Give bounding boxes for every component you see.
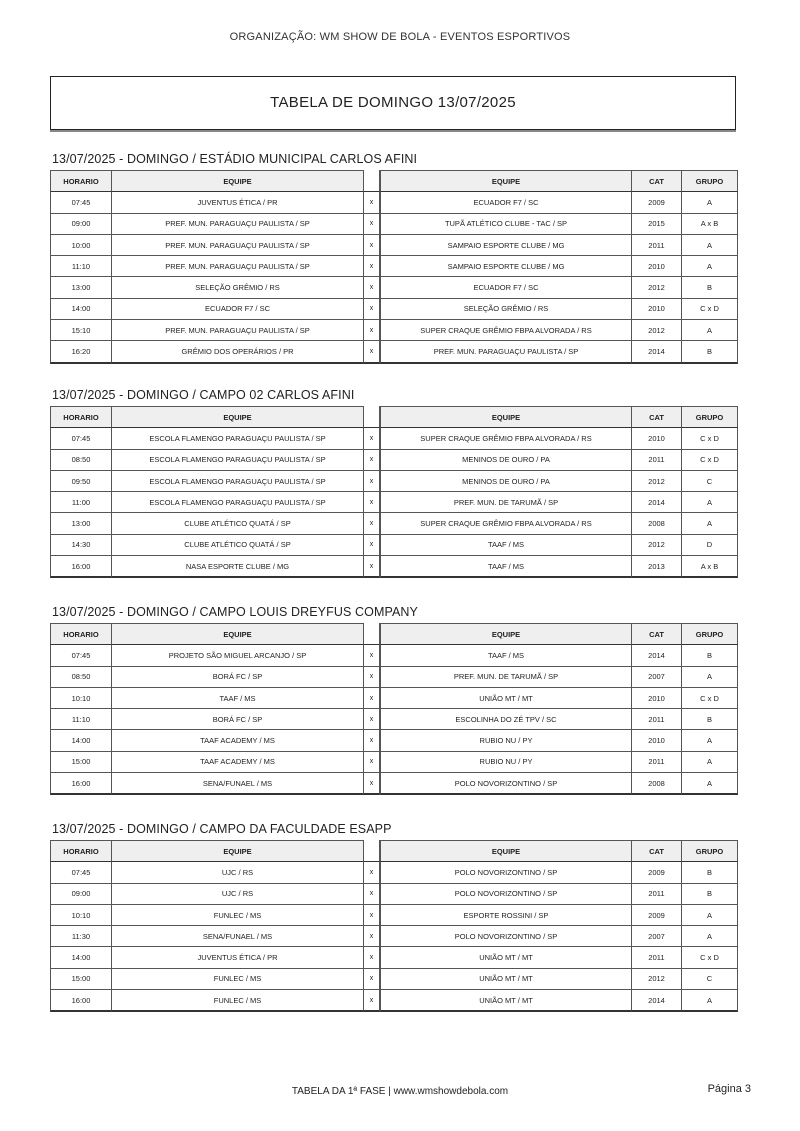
versus-mark: x: [364, 752, 380, 773]
match-time: 16:20: [50, 341, 112, 363]
home-team: NASA ESPORTE CLUBE / MG: [112, 556, 364, 578]
home-team: CLUBE ATLÉTICO QUATÁ / SP: [112, 513, 364, 534]
group: A: [682, 730, 738, 751]
versus-mark: x: [364, 947, 380, 968]
category: 2011: [632, 752, 682, 773]
table-row: [50, 320, 738, 341]
header-team-away: EQUIPE: [380, 623, 632, 645]
home-team: ECUADOR F7 / SC: [112, 299, 364, 320]
home-team: PREF. MUN. PARAGUAÇU PAULISTA / SP: [112, 320, 364, 341]
category: 2008: [632, 773, 682, 795]
match-time: 15:10: [50, 320, 112, 341]
group: A: [682, 256, 738, 277]
match-time: 16:00: [50, 556, 112, 578]
versus-mark: x: [364, 513, 380, 534]
category: 2012: [632, 535, 682, 556]
category: 2007: [632, 667, 682, 688]
versus-mark: x: [364, 709, 380, 730]
category: 2012: [632, 969, 682, 990]
match-time: 11:10: [50, 256, 112, 277]
home-team: PROJETO SÃO MIGUEL ARCANJO / SP: [112, 645, 364, 666]
match-time: 11:30: [50, 926, 112, 947]
category: 2007: [632, 926, 682, 947]
group: A: [682, 320, 738, 341]
page-title: TABELA DE DOMINGO 13/07/2025: [270, 94, 516, 111]
match-time: 09:00: [50, 884, 112, 905]
match-time: 14:00: [50, 299, 112, 320]
table-row: [50, 947, 738, 968]
group: A x B: [682, 556, 738, 578]
table-row: [50, 471, 738, 492]
home-team: UJC / RS: [112, 884, 364, 905]
home-team: ESCOLA FLAMENGO PARAGUAÇU PAULISTA / SP: [112, 428, 364, 449]
versus-mark: x: [364, 535, 380, 556]
away-team: SUPER CRAQUE GRÊMIO FBPA ALVORADA / RS: [380, 428, 632, 449]
table-row: [50, 709, 738, 730]
home-team: TAAF ACADEMY / MS: [112, 752, 364, 773]
table-row: [50, 277, 738, 298]
away-team: TAAF / MS: [380, 535, 632, 556]
header-team-away: EQUIPE: [380, 406, 632, 428]
versus-mark: x: [364, 428, 380, 449]
away-team: POLO NOVORIZONTINO / SP: [380, 884, 632, 905]
category: 2011: [632, 235, 682, 256]
table-header-row: [50, 406, 738, 428]
match-time: 09:00: [50, 214, 112, 235]
home-team: SENA/FUNAEL / MS: [112, 926, 364, 947]
category: 2013: [632, 556, 682, 578]
table-row: [50, 884, 738, 905]
category: 2014: [632, 645, 682, 666]
match-time: 14:00: [50, 730, 112, 751]
group: C: [682, 969, 738, 990]
header-team-home: EQUIPE: [112, 170, 364, 192]
match-time: 13:00: [50, 277, 112, 298]
home-team: TAAF ACADEMY / MS: [112, 730, 364, 751]
versus-mark: x: [364, 645, 380, 666]
versus-mark: x: [364, 556, 380, 578]
away-team: ESCOLINHA DO ZÉ TPV / SC: [380, 709, 632, 730]
away-team: SELEÇÃO GRÊMIO / RS: [380, 299, 632, 320]
section-title: 13/07/2025 - DOMINGO / CAMPO LOUIS DREYFUS COMPANY: [52, 605, 418, 619]
home-team: SELEÇÃO GRÊMIO / RS: [112, 277, 364, 298]
group: A: [682, 192, 738, 213]
category: 2012: [632, 277, 682, 298]
group: A: [682, 990, 738, 1012]
versus-mark: x: [364, 192, 380, 213]
table-row: [50, 862, 738, 883]
group: A: [682, 513, 738, 534]
header-cat: CAT: [632, 170, 682, 192]
table-row: [50, 667, 738, 688]
versus-mark: x: [364, 730, 380, 751]
away-team: UNIÃO MT / MT: [380, 947, 632, 968]
header-vs-gap: [364, 840, 380, 862]
table-row: [50, 492, 738, 513]
versus-mark: x: [364, 926, 380, 947]
versus-mark: x: [364, 235, 380, 256]
home-team: SENA/FUNAEL / MS: [112, 773, 364, 795]
versus-mark: x: [364, 905, 380, 926]
versus-mark: x: [364, 299, 380, 320]
away-team: PREF. MUN. PARAGUAÇU PAULISTA / SP: [380, 341, 632, 363]
category: 2009: [632, 905, 682, 926]
versus-mark: x: [364, 256, 380, 277]
category: 2011: [632, 947, 682, 968]
category: 2011: [632, 884, 682, 905]
header-vs-gap: [364, 623, 380, 645]
group: B: [682, 645, 738, 666]
category: 2010: [632, 428, 682, 449]
table-row: [50, 905, 738, 926]
match-time: 09:50: [50, 471, 112, 492]
match-time: 11:10: [50, 709, 112, 730]
page-number: Página 3: [707, 1083, 751, 1095]
table-row: [50, 990, 738, 1012]
table-row: [50, 341, 738, 363]
versus-mark: x: [364, 320, 380, 341]
header-group: GRUPO: [682, 840, 738, 862]
table-row: [50, 513, 738, 534]
category: 2015: [632, 214, 682, 235]
away-team: SAMPAIO ESPORTE CLUBE / MG: [380, 256, 632, 277]
group: D: [682, 535, 738, 556]
match-time: 10:00: [50, 235, 112, 256]
schedule-table: [50, 170, 738, 364]
away-team: PREF. MUN. DE TARUMÃ / SP: [380, 667, 632, 688]
footer-text: TABELA DA 1ª FASE | www.wmshowdebola.com: [291, 1086, 509, 1097]
category: 2011: [632, 709, 682, 730]
versus-mark: x: [364, 688, 380, 709]
category: 2009: [632, 192, 682, 213]
away-team: SUPER CRAQUE GRÊMIO FBPA ALVORADA / RS: [380, 320, 632, 341]
away-team: POLO NOVORIZONTINO / SP: [380, 773, 632, 795]
versus-mark: x: [364, 773, 380, 795]
table-row: [50, 969, 738, 990]
home-team: PREF. MUN. PARAGUAÇU PAULISTA / SP: [112, 256, 364, 277]
match-time: 07:45: [50, 192, 112, 213]
away-team: RUBIO NU / PY: [380, 752, 632, 773]
header-group: GRUPO: [682, 623, 738, 645]
versus-mark: x: [364, 277, 380, 298]
group: B: [682, 277, 738, 298]
group: B: [682, 862, 738, 883]
group: A: [682, 752, 738, 773]
table-row: [50, 556, 738, 578]
group: C x D: [682, 947, 738, 968]
home-team: FUNLEC / MS: [112, 969, 364, 990]
table-row: [50, 192, 738, 213]
group: A: [682, 492, 738, 513]
category: 2014: [632, 492, 682, 513]
category: 2010: [632, 730, 682, 751]
group: C x D: [682, 428, 738, 449]
header-time: HORARIO: [50, 623, 112, 645]
group: C x D: [682, 450, 738, 471]
away-team: UNIÃO MT / MT: [380, 688, 632, 709]
away-team: ESPORTE ROSSINI / SP: [380, 905, 632, 926]
group: B: [682, 709, 738, 730]
match-time: 13:00: [50, 513, 112, 534]
home-team: BORÁ FC / SP: [112, 667, 364, 688]
section-title: 13/07/2025 - DOMINGO / CAMPO 02 CARLOS AFINI: [52, 388, 355, 402]
table-row: [50, 535, 738, 556]
header-vs-gap: [364, 406, 380, 428]
away-team: ECUADOR F7 / SC: [380, 192, 632, 213]
schedule-table: [50, 406, 738, 578]
category: 2009: [632, 862, 682, 883]
group: A: [682, 235, 738, 256]
header-team-away: EQUIPE: [380, 840, 632, 862]
schedule-table: [50, 840, 738, 1012]
header-time: HORARIO: [50, 406, 112, 428]
home-team: PREF. MUN. PARAGUAÇU PAULISTA / SP: [112, 214, 364, 235]
section-title: 13/07/2025 - DOMINGO / CAMPO DA FACULDADE ESAPP: [52, 822, 392, 836]
group: A x B: [682, 214, 738, 235]
table-row: [50, 214, 738, 235]
table-header-row: [50, 623, 738, 645]
header-group: GRUPO: [682, 406, 738, 428]
away-team: TUPÃ ATLÉTICO CLUBE - TAC / SP: [380, 214, 632, 235]
table-row: [50, 926, 738, 947]
header-time: HORARIO: [50, 170, 112, 192]
home-team: UJC / RS: [112, 862, 364, 883]
match-time: 10:10: [50, 688, 112, 709]
header-team-home: EQUIPE: [112, 623, 364, 645]
category: 2012: [632, 471, 682, 492]
home-team: PREF. MUN. PARAGUAÇU PAULISTA / SP: [112, 235, 364, 256]
match-time: 10:10: [50, 905, 112, 926]
versus-mark: x: [364, 450, 380, 471]
table-row: [50, 235, 738, 256]
schedule-table: [50, 623, 738, 795]
table-row: [50, 256, 738, 277]
header-cat: CAT: [632, 406, 682, 428]
table-row: [50, 645, 738, 666]
away-team: PREF. MUN. DE TARUMÃ / SP: [380, 492, 632, 513]
group: B: [682, 884, 738, 905]
versus-mark: x: [364, 214, 380, 235]
match-time: 14:30: [50, 535, 112, 556]
match-time: 07:45: [50, 428, 112, 449]
home-team: JUVENTUS ÉTICA / PR: [112, 947, 364, 968]
home-team: GRÊMIO DOS OPERÁRIOS / PR: [112, 341, 364, 363]
table-row: [50, 688, 738, 709]
header-group: GRUPO: [682, 170, 738, 192]
versus-mark: x: [364, 990, 380, 1012]
versus-mark: x: [364, 667, 380, 688]
versus-mark: x: [364, 884, 380, 905]
category: 2014: [632, 341, 682, 363]
header-team-home: EQUIPE: [112, 406, 364, 428]
group: A: [682, 667, 738, 688]
table-row: [50, 730, 738, 751]
versus-mark: x: [364, 471, 380, 492]
away-team: UNIÃO MT / MT: [380, 990, 632, 1012]
category: 2011: [632, 450, 682, 471]
table-header-row: [50, 170, 738, 192]
home-team: FUNLEC / MS: [112, 990, 364, 1012]
header-vs-gap: [364, 170, 380, 192]
away-team: TAAF / MS: [380, 556, 632, 578]
category: 2008: [632, 513, 682, 534]
home-team: FUNLEC / MS: [112, 905, 364, 926]
home-team: ESCOLA FLAMENGO PARAGUAÇU PAULISTA / SP: [112, 450, 364, 471]
group: C x D: [682, 688, 738, 709]
category: 2010: [632, 688, 682, 709]
home-team: JUVENTUS ÉTICA / PR: [112, 192, 364, 213]
header-cat: CAT: [632, 623, 682, 645]
match-time: 16:00: [50, 773, 112, 795]
group: A: [682, 773, 738, 795]
match-time: 08:50: [50, 667, 112, 688]
table-header-row: [50, 840, 738, 862]
group: B: [682, 341, 738, 363]
table-row: [50, 428, 738, 449]
table-row: [50, 299, 738, 320]
away-team: SAMPAIO ESPORTE CLUBE / MG: [380, 235, 632, 256]
match-time: 08:50: [50, 450, 112, 471]
table-row: [50, 773, 738, 795]
home-team: ESCOLA FLAMENGO PARAGUAÇU PAULISTA / SP: [112, 492, 364, 513]
match-time: 11:00: [50, 492, 112, 513]
versus-mark: x: [364, 969, 380, 990]
match-time: 15:00: [50, 969, 112, 990]
versus-mark: x: [364, 492, 380, 513]
match-time: 07:45: [50, 645, 112, 666]
section-title: 13/07/2025 - DOMINGO / ESTÁDIO MUNICIPAL CARLOS AFINI: [52, 152, 418, 166]
title-box: [50, 76, 736, 130]
versus-mark: x: [364, 341, 380, 363]
group: C: [682, 471, 738, 492]
header-cat: CAT: [632, 840, 682, 862]
match-time: 16:00: [50, 990, 112, 1012]
category: 2014: [632, 990, 682, 1012]
category: 2012: [632, 320, 682, 341]
home-team: ESCOLA FLAMENGO PARAGUAÇU PAULISTA / SP: [112, 471, 364, 492]
table-row: [50, 752, 738, 773]
organization-header: ORGANIZAÇÃO: WM SHOW DE BOLA - EVENTOS ESPORTIVOS: [229, 31, 571, 43]
away-team: ECUADOR F7 / SC: [380, 277, 632, 298]
home-team: CLUBE ATLÉTICO QUATÁ / SP: [112, 535, 364, 556]
home-team: BORÁ FC / SP: [112, 709, 364, 730]
group: A: [682, 926, 738, 947]
away-team: POLO NOVORIZONTINO / SP: [380, 926, 632, 947]
group: C x D: [682, 299, 738, 320]
category: 2010: [632, 299, 682, 320]
header-time: HORARIO: [50, 840, 112, 862]
away-team: MENINOS DE OURO / PA: [380, 450, 632, 471]
header-team-away: EQUIPE: [380, 170, 632, 192]
away-team: SUPER CRAQUE GRÊMIO FBPA ALVORADA / RS: [380, 513, 632, 534]
table-row: [50, 450, 738, 471]
versus-mark: x: [364, 862, 380, 883]
group: A: [682, 905, 738, 926]
away-team: UNIÃO MT / MT: [380, 969, 632, 990]
category: 2010: [632, 256, 682, 277]
match-time: 14:00: [50, 947, 112, 968]
away-team: POLO NOVORIZONTINO / SP: [380, 862, 632, 883]
header-team-home: EQUIPE: [112, 840, 364, 862]
away-team: TAAF / MS: [380, 645, 632, 666]
away-team: MENINOS DE OURO / PA: [380, 471, 632, 492]
match-time: 15:00: [50, 752, 112, 773]
home-team: TAAF / MS: [112, 688, 364, 709]
match-time: 07:45: [50, 862, 112, 883]
away-team: RUBIO NU / PY: [380, 730, 632, 751]
